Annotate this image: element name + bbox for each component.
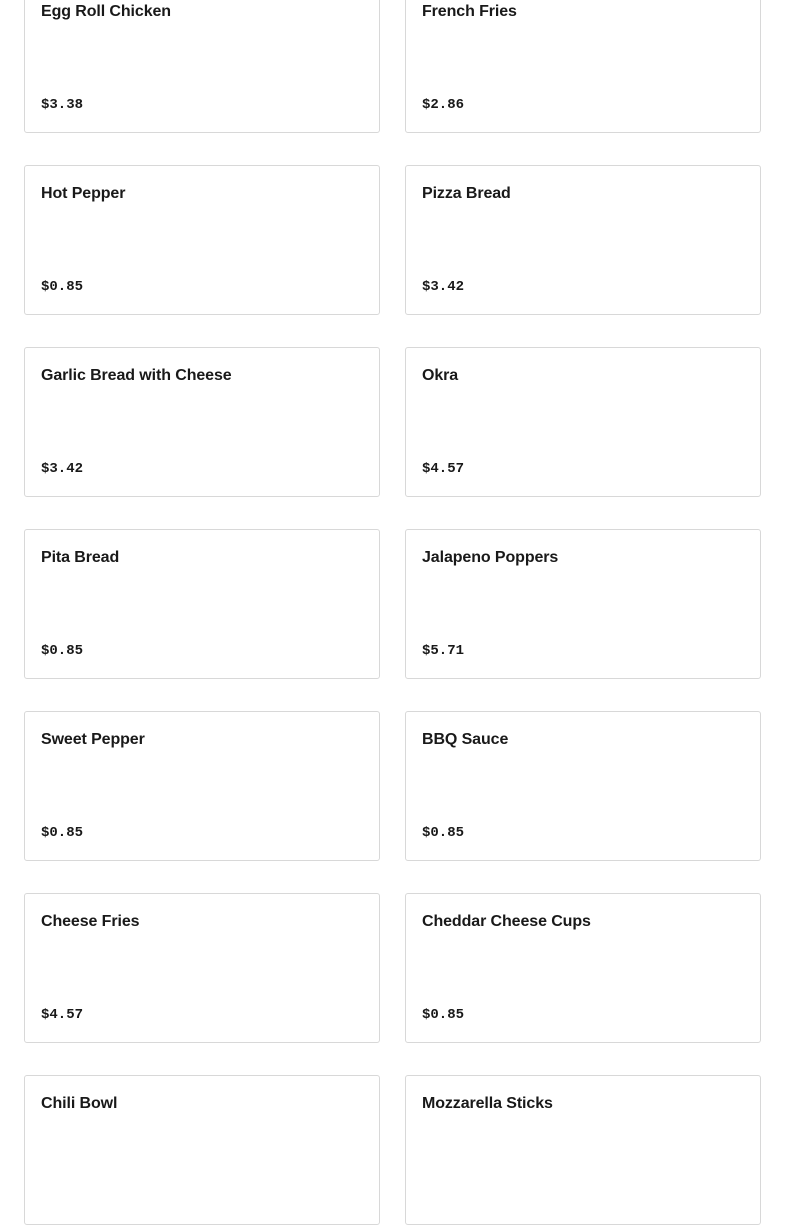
menu-item-name: Okra	[422, 367, 459, 384]
menu-item-price: $0.85	[422, 825, 465, 841]
menu-item-price: $4.57	[41, 1007, 84, 1023]
menu-item-name: Cheese Fries	[41, 913, 140, 930]
menu-item-name: Jalapeno Poppers	[422, 549, 559, 566]
menu-item-card[interactable]	[405, 347, 761, 497]
menu-item-card[interactable]	[405, 529, 761, 679]
menu-item-card[interactable]	[405, 893, 761, 1043]
menu-item-grid	[24, 0, 761, 1225]
menu-item-price: $0.85	[41, 825, 84, 841]
menu-item-card[interactable]	[405, 1075, 761, 1225]
menu-item-card[interactable]	[405, 0, 761, 133]
menu-item-name: Pita Bread	[41, 549, 120, 566]
menu-item-card[interactable]	[24, 347, 380, 497]
menu-item-price: $3.42	[41, 461, 84, 477]
menu-item-price: $0.85	[41, 643, 84, 659]
menu-item-price: $4.57	[422, 461, 465, 477]
menu-item-card[interactable]	[24, 893, 380, 1043]
menu-item-price: $2.86	[422, 97, 465, 113]
menu-item-card[interactable]	[405, 711, 761, 861]
menu-item-price: $5.71	[422, 643, 465, 659]
menu-item-price: $3.38	[41, 97, 84, 113]
menu-item-name: Egg Roll Chicken	[41, 3, 171, 20]
menu-item-name: Cheddar Cheese Cups	[422, 913, 591, 930]
menu-item-card[interactable]	[405, 165, 761, 315]
menu-item-price: $0.85	[422, 1007, 465, 1023]
menu-item-price: $0.85	[41, 279, 84, 295]
menu-item-name: BBQ Sauce	[422, 731, 509, 748]
menu-item-card[interactable]	[24, 0, 380, 133]
menu-item-name: Pizza Bread	[422, 185, 511, 202]
menu-item-card[interactable]	[24, 1075, 380, 1225]
menu-item-price: $3.42	[422, 279, 465, 295]
menu-item-name: Sweet Pepper	[41, 731, 145, 748]
menu-item-name: Chili Bowl	[41, 1095, 118, 1112]
menu-item-card[interactable]	[24, 165, 380, 315]
menu-item-name: Mozzarella Sticks	[422, 1095, 553, 1112]
menu-item-name: Hot Pepper	[41, 185, 126, 202]
menu-item-card[interactable]	[24, 529, 380, 679]
menu-item-name: Garlic Bread with Cheese	[41, 367, 232, 384]
menu-item-name: French Fries	[422, 3, 517, 20]
menu-item-card[interactable]	[24, 711, 380, 861]
